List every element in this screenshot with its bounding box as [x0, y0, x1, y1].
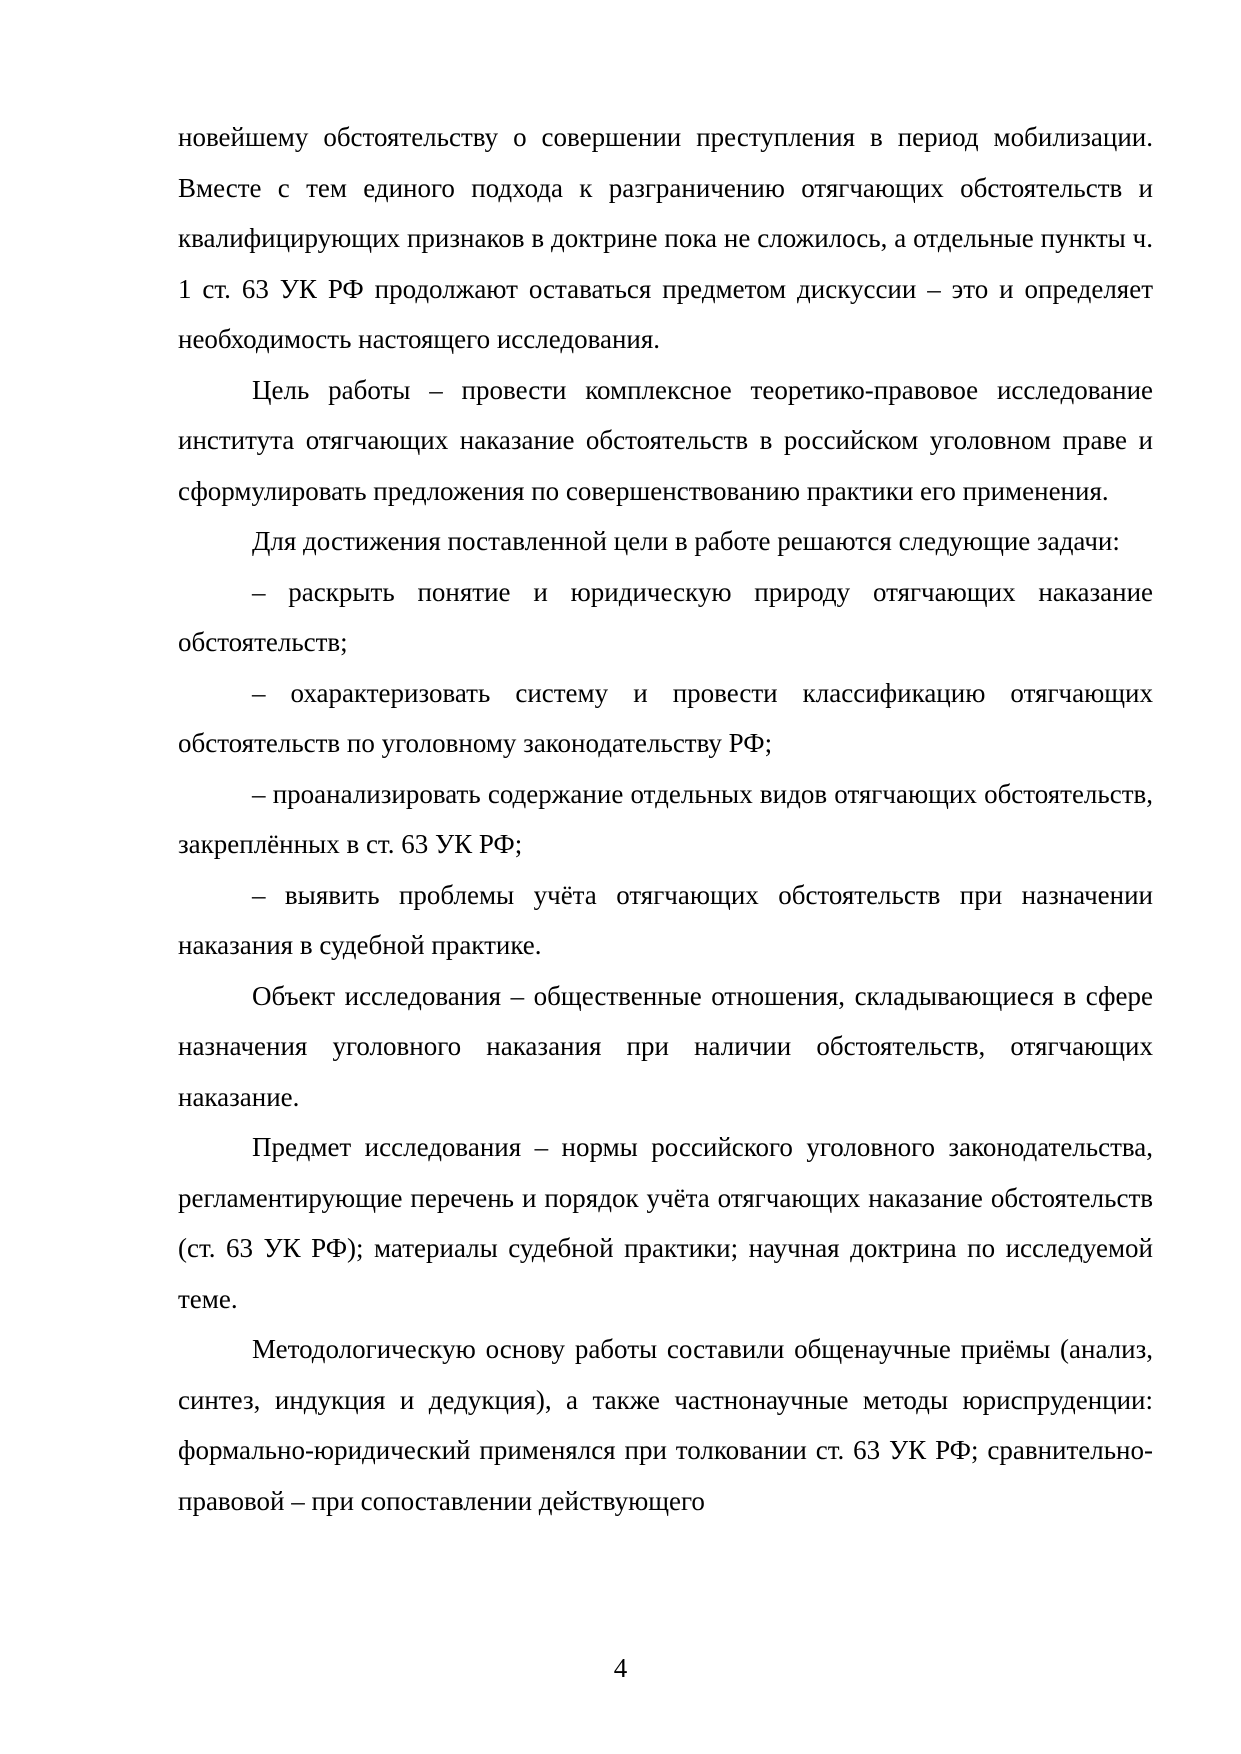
paragraph-tasks-intro: Для достижения поставленной цели в работе решаются следующие задачи:	[252, 526, 1120, 556]
paragraph-methodology: Методологическую основу работы составили общенаучные приёмы (анализ, синтез, индукция и дедукция), а также частнонаучные методы юриспруденции: формально-юридический применялся при толковании ст. 63 УК РФ; сравнительно-правовой – при сопоставлении действующего	[178, 1334, 1153, 1516]
paragraph-continuation: новейшему обстоятельству о совершении преступления в период мобилизации. Вместе с тем единого подхода к разграничению отягчающих обстоятельств и квалифицирующих признаков в доктрине пока не сложилось, а отдельные пункты ч. 1 ст. 63 УК РФ продолжают оставаться предметом дискуссии – это и определяет необходимость настоящего исследования.	[178, 122, 1153, 354]
paragraph-subject: Предмет исследования – нормы российского уголовного законодательства, регламентирующие перечень и порядок учёта отягчающих наказание обстоятельств (ст. 63 УК РФ); материалы судебной практики; научная доктрина по исследуемой теме.	[178, 1132, 1153, 1314]
task-item: – раскрыть понятие и юридическую природу отягчающих наказание обстоятельств;	[178, 576, 1153, 657]
paragraph-object: Объект исследования – общественные отношения, складывающиеся в сфере назначения уголовного наказания при наличии обстоятельств, отягчающих наказание.	[178, 980, 1153, 1112]
task-item: – проанализировать содержание отдельных видов отягчающих обстоятельств, закреплённых в ст. 63 УК РФ;	[178, 778, 1153, 859]
task-item: – охарактеризовать систему и провести классификацию отягчающих обстоятельств по уголовному законодательству РФ;	[178, 677, 1153, 758]
page-body	[178, 112, 1153, 1526]
page-number: 4	[613, 1653, 628, 1683]
paragraph-goal: Цель работы – провести комплексное теоретико-правовое исследование института отягчающих наказание обстоятельств в российском уголовном праве и сформулировать предложения по совершенствованию практики его применения.	[178, 374, 1153, 506]
task-item: – выявить проблемы учёта отягчающих обстоятельств при назначении наказания в судебной практике.	[178, 879, 1153, 960]
